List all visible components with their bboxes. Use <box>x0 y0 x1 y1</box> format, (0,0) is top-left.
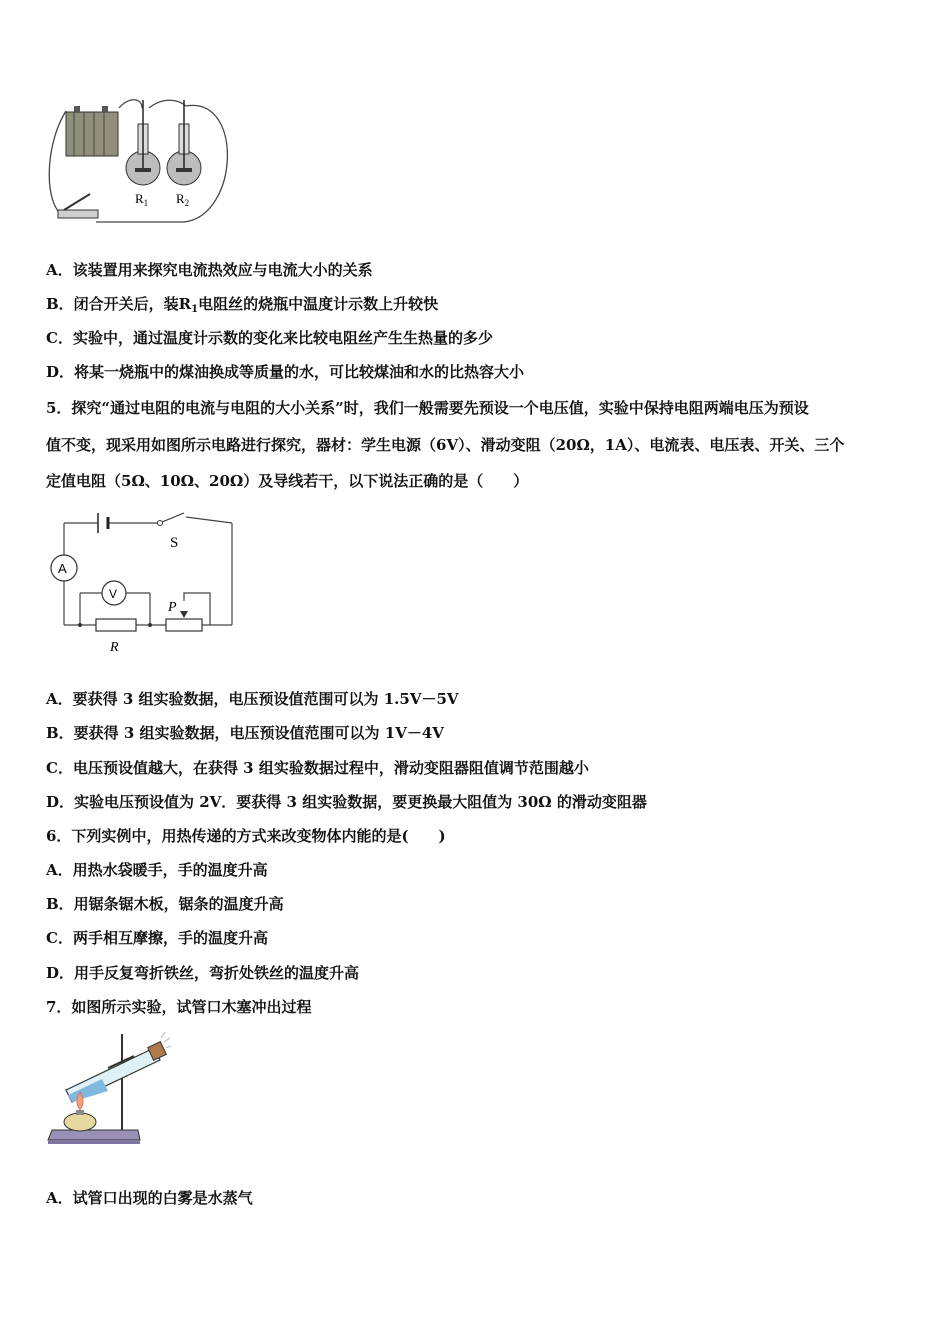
q5-option-b: B．要获得 3 组实验数据，电压预设值范围可以为 1V－4V <box>46 724 444 742</box>
q4-option-d: D．将某一烧瓶中的煤油换成等质量的水，可比较煤油和水的比热容大小 <box>46 363 525 381</box>
r2-label: $R_2$ <box>176 191 190 208</box>
q4-option-b: B．闭合开关后，装$R_1$电阻丝的烧瓶中温度计示数上升较快 <box>46 295 439 315</box>
ammeter-icon <box>51 555 77 581</box>
test-tube-icon <box>66 1042 166 1102</box>
q5-stem-line3: 定值电阻（5Ω、10Ω、20Ω）及导线若干，以下说法正确的是（ ） <box>46 472 529 490</box>
ammeter-label: A <box>58 561 67 576</box>
q5-stem-line2: 值不变，现采用如图所示电路进行探究，器材：学生电源（6V）、滑动变阻（20Ω，1A）、电流表、电压表、开关、三个 <box>46 436 845 454</box>
q5-stem-line1: 5．探究“通过电阻的电流与电阻的大小关系”时，我们一般需要先预设一个电压值，实验中保持电阻两端电压为预设 <box>46 399 809 417</box>
voltmeter-icon <box>102 581 126 605</box>
q4-option-a: A．该装置用来探究电流热效应与电流大小的关系 <box>46 261 373 279</box>
q5-option-a: A．要获得 3 组实验数据，电压预设值范围可以为 1.5V－5V <box>46 690 459 708</box>
alcohol-lamp-icon <box>64 1092 96 1131</box>
q7-option-a: A．试管口出现的白雾是水蒸气 <box>46 1189 253 1207</box>
q6-stem: 6．下列实例中，用热传递的方式来改变物体内能的是( ) <box>46 827 446 845</box>
flask-r2-icon <box>167 100 201 185</box>
q6-option-c: C．两手相互摩擦，手的温度升高 <box>46 929 268 947</box>
heating-experiment-figure <box>44 96 238 231</box>
flask-r1-icon <box>126 100 160 185</box>
resistor-label: R <box>110 640 119 655</box>
q4-option-c: C．实验中，通过温度计示数的变化来比较电阻丝产生生热量的多少 <box>46 329 493 347</box>
q6-option-d: D．用手反复弯折铁丝，弯折处铁丝的温度升高 <box>46 964 360 982</box>
q5-option-d: D．实验电压预设值为 2V．要获得 3 组实验数据，要更换最大阻值为 30Ω 的滑动变阻器 <box>46 793 647 811</box>
battery-symbol <box>98 513 108 533</box>
q6-option-b: B．用锯条锯木板，锯条的温度升高 <box>46 895 284 913</box>
switch-symbol <box>158 513 185 526</box>
switch-label: S <box>170 535 179 551</box>
slider-label: P <box>168 600 177 615</box>
battery-icon <box>66 106 118 156</box>
q7-stem: 7．如图所示实验，试管口木塞冲出过程 <box>46 998 312 1016</box>
q6-option-a: A．用热水袋暖手，手的温度升高 <box>46 861 268 879</box>
switch-icon <box>58 194 98 218</box>
q5-option-c: C．电压预设值越大，在获得 3 组实验数据过程中，滑动变阻器阻值调节范围越小 <box>46 759 589 777</box>
voltmeter-label: V <box>109 587 118 601</box>
test-tube-experiment-figure <box>46 1028 172 1150</box>
circuit-diagram <box>46 505 238 657</box>
r1-label: $R_1$ <box>135 191 149 208</box>
